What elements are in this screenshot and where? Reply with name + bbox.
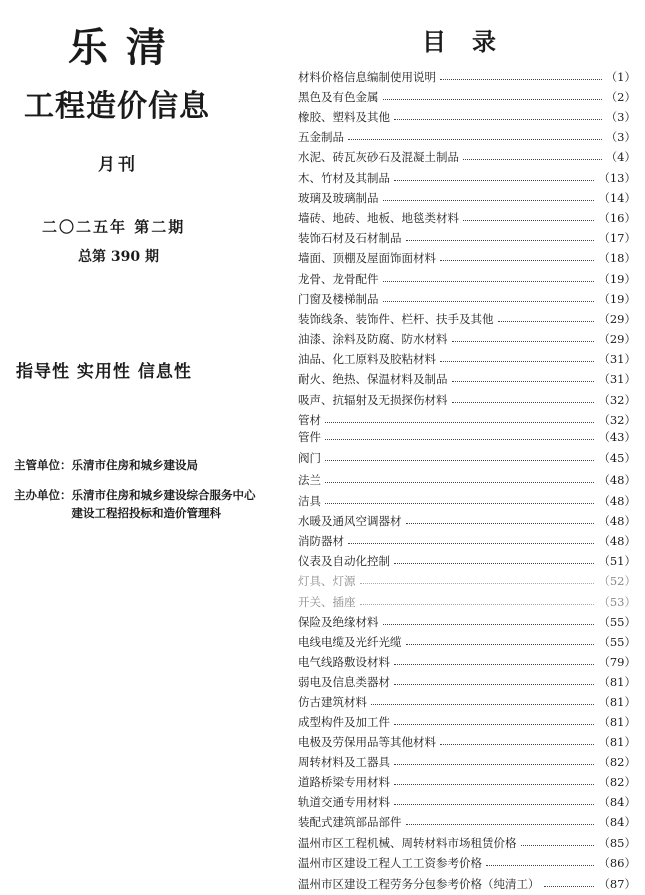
- toc-entry: [298, 854, 636, 872]
- toc-leader-dots: [394, 804, 594, 805]
- toc-leader-dots: [394, 784, 594, 785]
- toc-leader-dots: [463, 220, 594, 221]
- toc-entry-page: （4）: [605, 150, 636, 164]
- toc-entry: [298, 330, 636, 348]
- toc-entry: [298, 370, 636, 388]
- toc-entry-page: （31）: [598, 352, 636, 366]
- toc-leader-dots: [360, 583, 595, 584]
- toc-leader-dots: [440, 79, 602, 80]
- toc-entry-label: 管件: [298, 430, 321, 444]
- sponsor-line-2: 建设工程招投标和造价管理科: [71, 506, 221, 520]
- toc-entry-page: （29）: [598, 332, 636, 346]
- publication-frequency: 月刊: [98, 155, 138, 175]
- toc-leader-dots: [394, 764, 594, 765]
- toc-entry-label: 道路桥梁专用材料: [298, 775, 390, 789]
- toc-entry: [298, 593, 636, 611]
- toc-entry-label: 黑色及有色金属: [298, 90, 379, 104]
- toc-entry-label: 橡胶、塑料及其他: [298, 110, 390, 124]
- toc-entry-label: 洁具: [298, 494, 321, 508]
- toc-leader-dots: [406, 523, 595, 524]
- toc-entry: [298, 290, 636, 308]
- toc-entry-label: 灯具、灯源: [298, 574, 356, 588]
- toc-entry-page: （82）: [598, 775, 636, 789]
- toc-entry-page: （17）: [598, 231, 636, 245]
- toc-entry: [298, 428, 636, 446]
- toc-entry: [298, 673, 636, 691]
- toc-entry-label: 吸声、抗辐射及无损探伤材料: [298, 393, 448, 407]
- toc-entry: [298, 875, 636, 893]
- toc-leader-dots: [394, 180, 594, 181]
- toc-leader-dots: [383, 301, 595, 302]
- toc-entry-label: 龙骨、龙骨配件: [298, 272, 379, 286]
- toc-entry-page: （52）: [598, 574, 636, 588]
- toc-leader-dots: [521, 845, 595, 846]
- toc-entry: [298, 713, 636, 731]
- toc-leader-dots: [440, 744, 594, 745]
- toc-entry-page: （85）: [598, 836, 636, 850]
- toc-entry-page: （84）: [598, 795, 636, 809]
- toc-entry: [298, 773, 636, 791]
- toc-entry-label: 温州市区工程机械、周转材料市场租赁价格: [298, 836, 517, 850]
- toc-entry-page: （3）: [605, 110, 636, 124]
- toc-leader-dots: [394, 664, 594, 665]
- toc-entry: [298, 693, 636, 711]
- toc-leader-dots: [325, 460, 594, 461]
- toc-entry: [298, 128, 636, 146]
- toc-entry: [298, 68, 636, 86]
- toc-leader-dots: [544, 886, 595, 887]
- supervisor-row: [14, 456, 198, 474]
- toc-entry-page: （14）: [598, 191, 636, 205]
- toc-entry-label: 管材: [298, 413, 321, 427]
- toc-leader-dots: [406, 824, 595, 825]
- toc-entry-label: 仿古建筑材料: [298, 695, 367, 709]
- toc-entry-page: （48）: [598, 473, 636, 487]
- toc-entry: [298, 270, 636, 288]
- toc-entry: [298, 613, 636, 631]
- toc-entry-label: 装饰线条、装饰件、栏杆、扶手及其他: [298, 312, 494, 326]
- toc-leader-dots: [452, 381, 595, 382]
- toc-entry-label: 电极及劳保用品等其他材料: [298, 735, 436, 749]
- toc-entry-label: 油漆、涂料及防腐、防水材料: [298, 332, 448, 346]
- toc-entry-label: 水泥、砖瓦灰砂石及混凝土制品: [298, 150, 459, 164]
- toc-entry-page: （19）: [598, 292, 636, 306]
- toc-leader-dots: [325, 439, 594, 440]
- toc-entry-label: 墙面、顶棚及屋面饰面材料: [298, 251, 436, 265]
- toc-entry: [298, 148, 636, 166]
- toc-leader-dots: [498, 321, 595, 322]
- toc-entry-page: （53）: [598, 595, 636, 609]
- toc-entry: [298, 350, 636, 368]
- toc-entry-label: 周转材料及工器具: [298, 755, 390, 769]
- toc-entry-page: （51）: [598, 554, 636, 568]
- toc-entry: [298, 653, 636, 671]
- toc-entry-label: 木、竹材及其制品: [298, 171, 390, 185]
- toc-entry-page: （1）: [605, 70, 636, 84]
- supervisor-value: 乐清市住房和城乡建设局: [71, 458, 198, 472]
- toc-leader-dots: [383, 99, 602, 100]
- toc-leader-dots: [406, 240, 595, 241]
- toc-entry-label: 温州市区建设工程人工工资参考价格: [298, 856, 482, 870]
- toc-entry: [298, 793, 636, 811]
- toc-leader-dots: [440, 260, 594, 261]
- toc-leader-dots: [394, 119, 602, 120]
- toc-entry-page: （55）: [598, 615, 636, 629]
- toc-leader-dots: [371, 704, 594, 705]
- supervisor-label: 主管单位：: [14, 458, 72, 472]
- sponsor-row: [14, 486, 256, 522]
- toc-leader-dots: [394, 684, 594, 685]
- toc-entry-label: 电气线路敷设材料: [298, 655, 390, 669]
- toc-leader-dots: [394, 724, 594, 725]
- toc-leader-dots: [394, 563, 594, 564]
- toc-entry-page: （45）: [598, 451, 636, 465]
- toc-entry: [298, 492, 636, 510]
- sponsor-label: 主办单位：: [14, 488, 72, 502]
- toc-leader-dots: [406, 644, 595, 645]
- toc-entry: [298, 189, 636, 207]
- toc-entry: [298, 512, 636, 530]
- toc-entry-label: 墙砖、地砖、地板、地毯类材料: [298, 211, 459, 225]
- toc-entry-label: 法兰: [298, 473, 321, 487]
- cover-panel: [0, 0, 290, 895]
- toc-entry-page: （55）: [598, 635, 636, 649]
- toc-entry: [298, 209, 636, 227]
- toc-entry: [298, 471, 636, 489]
- toc-entry-page: （32）: [598, 413, 636, 427]
- toc-entry: [298, 411, 636, 429]
- toc-entry: [298, 229, 636, 247]
- toc-entry: [298, 813, 636, 831]
- toc-entry-page: （81）: [598, 735, 636, 749]
- toc-entry-page: （84）: [598, 815, 636, 829]
- toc-leader-dots: [348, 543, 594, 544]
- toc-entry-label: 门窗及楼梯制品: [298, 292, 379, 306]
- toc-entry-label: 耐火、绝热、保温材料及制品: [298, 372, 448, 386]
- toc-entry-page: （81）: [598, 715, 636, 729]
- toc-entry: [298, 572, 636, 590]
- city-name: 乐清: [68, 25, 184, 71]
- toc-entry-page: （43）: [598, 430, 636, 444]
- toc-entry-label: 温州市区建设工程劳务分包参考价格（纯清工）: [298, 877, 540, 891]
- toc-entry: [298, 449, 636, 467]
- toc-entry: [298, 249, 636, 267]
- toc-entry-page: （13）: [598, 171, 636, 185]
- toc-entry-label: 油品、化工原料及胶粘材料: [298, 352, 436, 366]
- toc-entry-page: （81）: [598, 695, 636, 709]
- toc-entry: [298, 310, 636, 328]
- table-of-contents: [298, 0, 638, 895]
- toc-leader-dots: [383, 200, 595, 201]
- toc-entry-page: （48）: [598, 494, 636, 508]
- toc-entry: [298, 108, 636, 126]
- toc-entry-label: 水暖及通风空调器材: [298, 514, 402, 528]
- toc-entry: [298, 88, 636, 106]
- toc-entry-label: 保险及绝缘材料: [298, 615, 379, 629]
- toc-entry-page: （31）: [598, 372, 636, 386]
- toc-entry-label: 玻璃及玻璃制品: [298, 191, 379, 205]
- toc-entry-page: （82）: [598, 755, 636, 769]
- toc-entry-page: （48）: [598, 534, 636, 548]
- toc-entry: [298, 633, 636, 651]
- toc-leader-dots: [486, 865, 594, 866]
- toc-entry-label: 阀门: [298, 451, 321, 465]
- total-issue-number: 总第 390 期: [78, 249, 159, 265]
- toc-entry-page: （86）: [598, 856, 636, 870]
- toc-entry-page: （81）: [598, 675, 636, 689]
- toc-entry-page: （79）: [598, 655, 636, 669]
- toc-entry-label: 材料价格信息编制使用说明: [298, 70, 436, 84]
- toc-entry-page: （29）: [598, 312, 636, 326]
- toc-entry: [298, 834, 636, 852]
- toc-entry-page: （18）: [598, 251, 636, 265]
- toc-entry: [298, 552, 636, 570]
- toc-entry-page: （19）: [598, 272, 636, 286]
- sponsor-line-1: 乐清市住房和城乡建设综合服务中心: [71, 488, 256, 502]
- toc-entry-label: 电线电缆及光纤光缆: [298, 635, 402, 649]
- toc-entry-page: （16）: [598, 211, 636, 225]
- publication-title: 工程造价信息: [24, 89, 210, 124]
- toc-leader-dots: [348, 139, 602, 140]
- toc-leader-dots: [325, 422, 594, 423]
- toc-entry-label: 装配式建筑部品部件: [298, 815, 402, 829]
- toc-entry-page: （2）: [605, 90, 636, 104]
- toc-entry-label: 五金制品: [298, 130, 344, 144]
- toc-leader-dots: [452, 402, 595, 403]
- toc-leader-dots: [440, 361, 594, 362]
- toc-entry-label: 仪表及自动化控制: [298, 554, 390, 568]
- toc-leader-dots: [383, 281, 595, 282]
- toc-entry-page: （48）: [598, 514, 636, 528]
- toc-entry: [298, 391, 636, 409]
- toc-leader-dots: [452, 341, 595, 342]
- toc-leader-dots: [325, 482, 594, 483]
- toc-leader-dots: [383, 624, 595, 625]
- toc-leader-dots: [463, 159, 602, 160]
- sponsor-value: [72, 486, 256, 522]
- toc-entry: [298, 532, 636, 550]
- toc-entry-label: 弱电及信息类器材: [298, 675, 390, 689]
- toc-leader-dots: [360, 604, 595, 605]
- toc-entry-page: （87）: [598, 877, 636, 891]
- slogan: 指导性 实用性 信息性: [16, 362, 192, 382]
- toc-leader-dots: [325, 503, 594, 504]
- toc-entry-page: （3）: [605, 130, 636, 144]
- toc-entry-label: 消防器材: [298, 534, 344, 548]
- toc-entry: [298, 733, 636, 751]
- toc-entry-label: 成型构件及加工件: [298, 715, 390, 729]
- toc-entry-label: 装饰石材及石材制品: [298, 231, 402, 245]
- toc-entry: [298, 169, 636, 187]
- toc-entry-label: 轨道交通专用材料: [298, 795, 390, 809]
- toc-entry-label: 开关、插座: [298, 595, 356, 609]
- toc-entry: [298, 753, 636, 771]
- issue-date: 二〇二五年 第二期: [42, 218, 186, 236]
- toc-entry-page: （32）: [598, 393, 636, 407]
- toc-title: 目录: [422, 28, 522, 56]
